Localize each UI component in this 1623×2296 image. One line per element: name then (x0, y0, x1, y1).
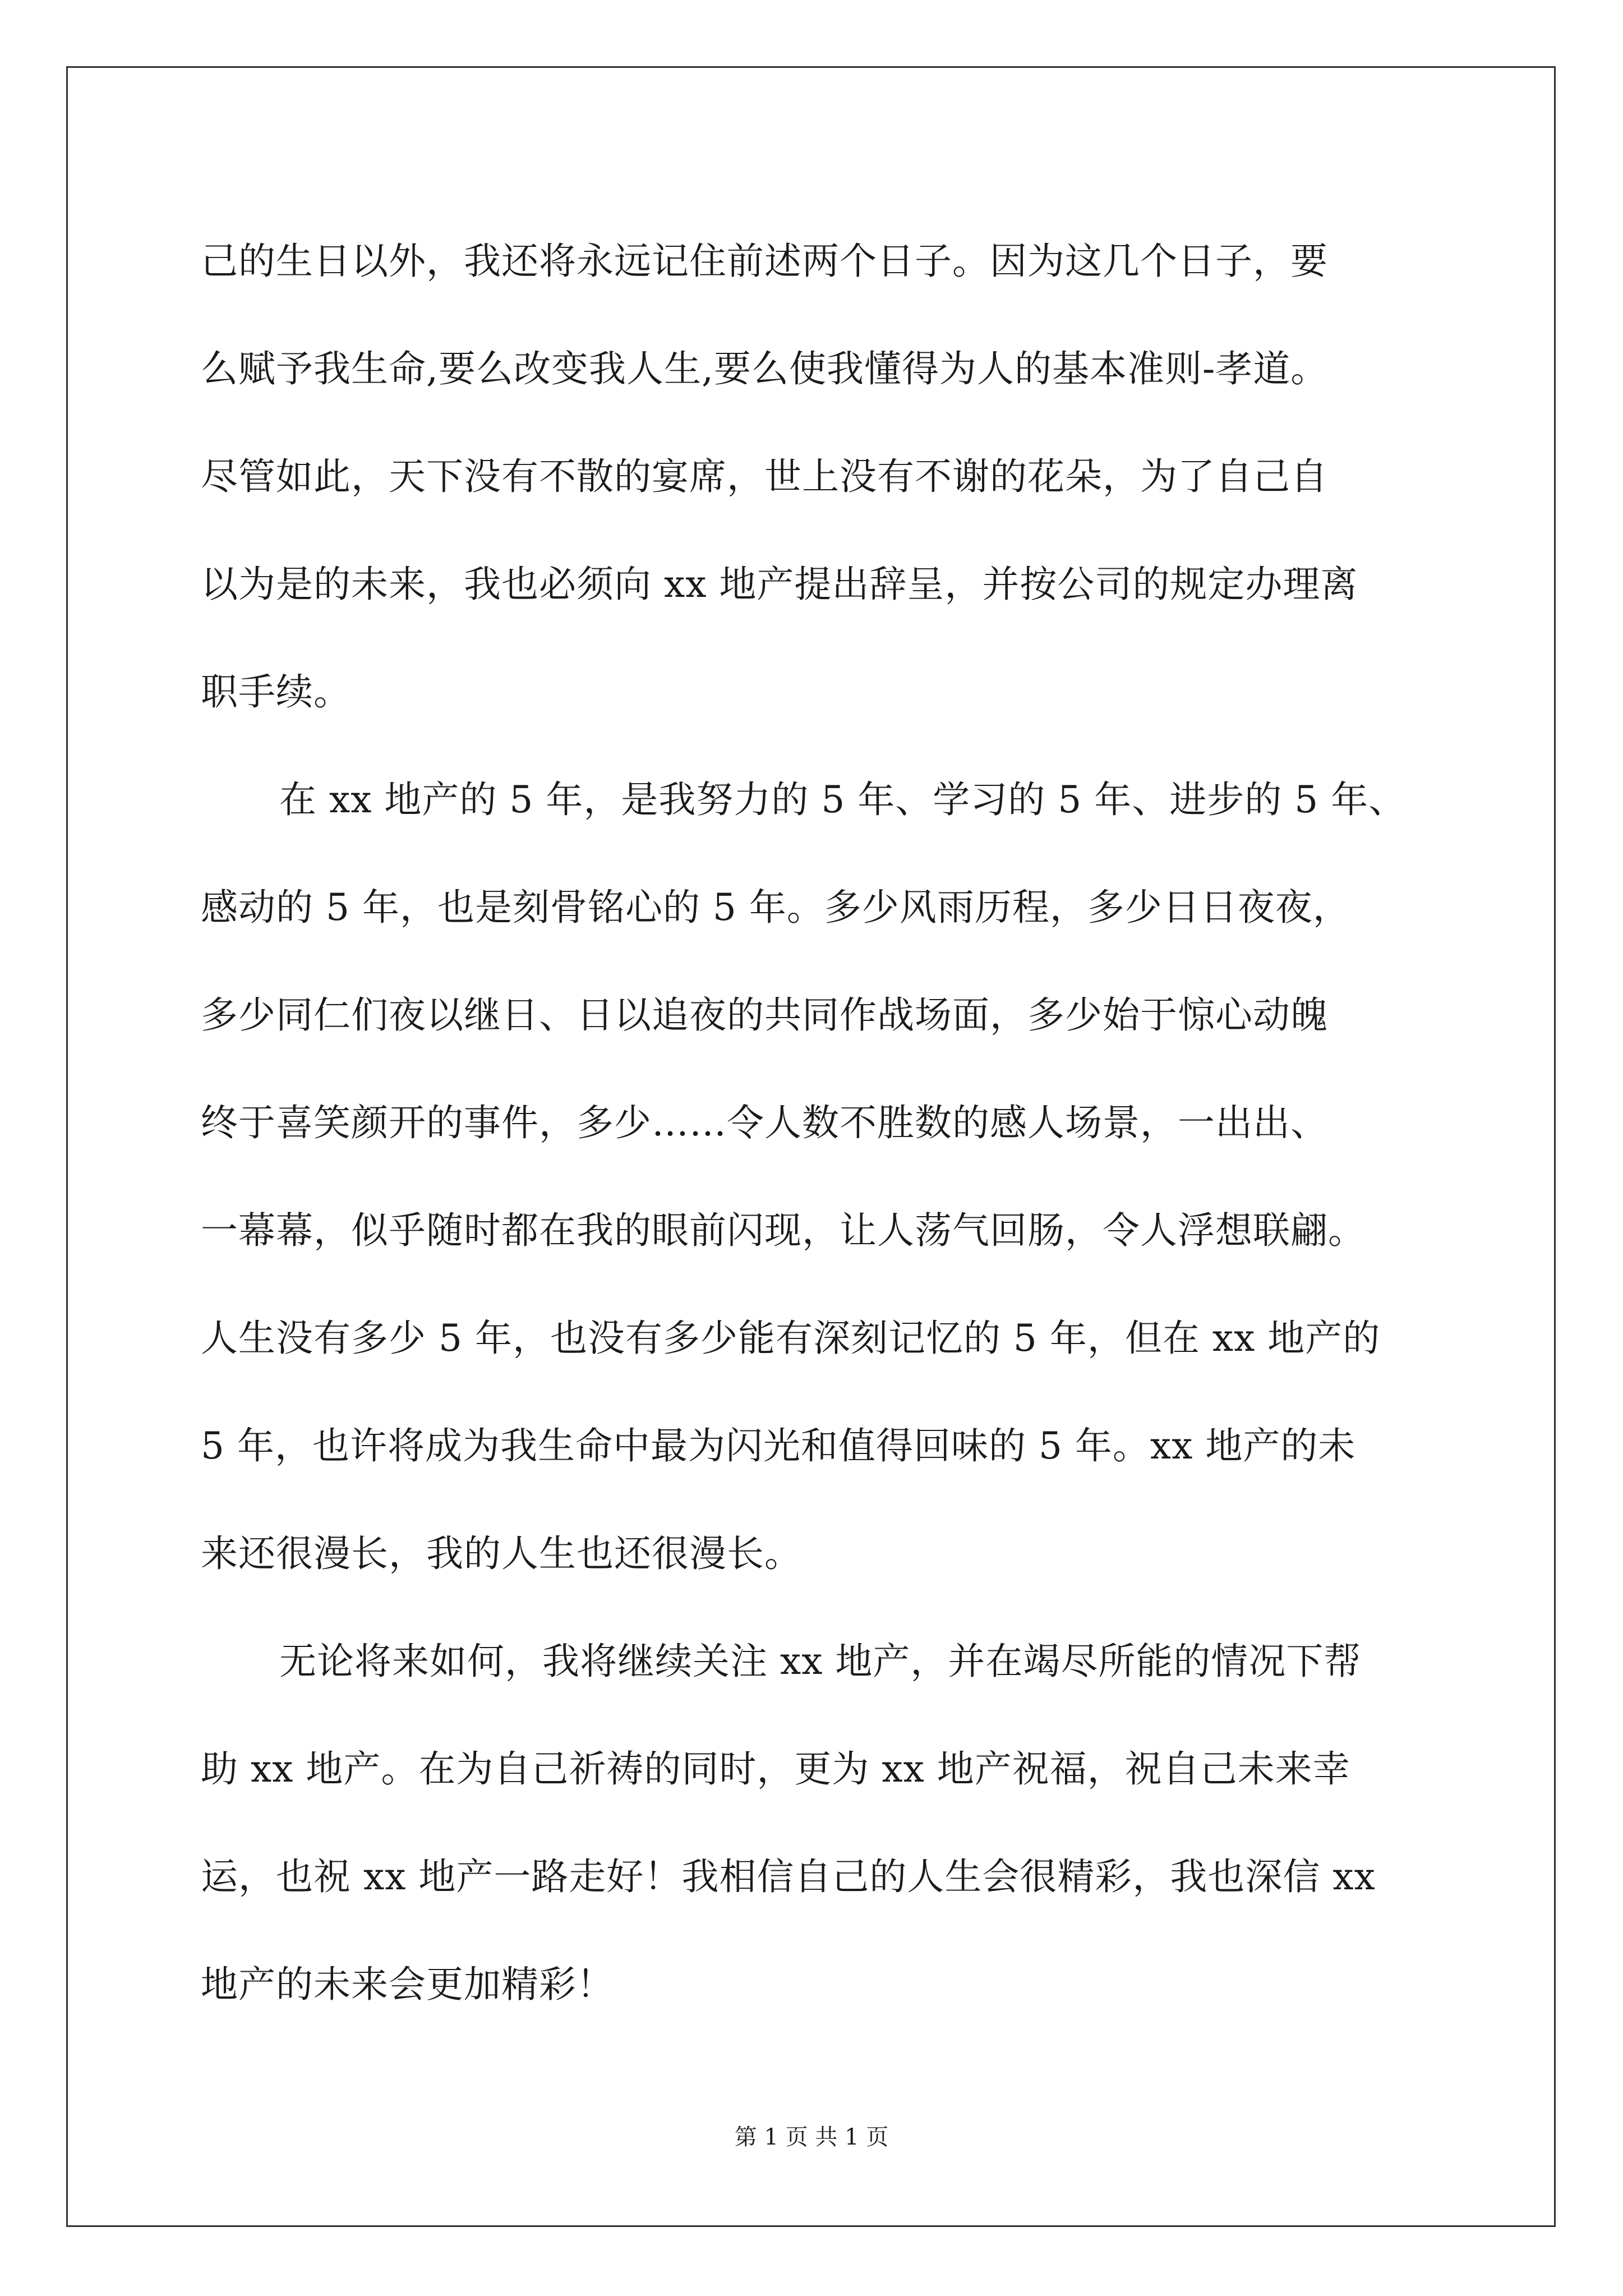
text-line: 己的生日以外，我还将永远记住前述两个日子。因为这几个日子，要 (201, 240, 1328, 283)
text-line: 人生没有多少 5 年，也没有多少能有深刻记忆的 5 年，但在 xx 地产的 (201, 1317, 1381, 1360)
text-line: 终于喜笑颜开的事件，多少……令人数不胜数的感人场景，一出出、 (201, 1101, 1328, 1144)
paragraph-first-line: 在 xx 地产的 5 年，是我努力的 5 年、学习的 5 年、进步的 5 年、 (279, 778, 1407, 821)
text-line: 么赋予我生命,要么改变我人生,要么使我懂得为人的基本准则-孝道。 (201, 347, 1329, 390)
page-number-footer: 第 1 页 共 1 页 (734, 2124, 889, 2150)
text-line: 一幕幕，似乎随时都在我的眼前闪现，让人荡气回肠，令人浮想联翩。 (201, 1209, 1366, 1252)
text-line: 感动的 5 年，也是刻骨铭心的 5 年。多少风雨历程，多少日日夜夜， (201, 886, 1350, 929)
document-body (201, 208, 1429, 2039)
text-line: 助 xx 地产。在为自己祈祷的同时，更为 xx 地产祝福，祝自己未来幸 (201, 1747, 1350, 1791)
paragraph-first-line: 无论将来如何，我将继续关注 xx 地产，并在竭尽所能的情况下帮 (279, 1640, 1362, 1683)
text-line: 来还很漫长，我的人生也还很漫长。 (201, 1532, 802, 1575)
text-line: 多少同仁们夜以继日、日以追夜的共同作战场面，多少始于惊心动魄 (201, 993, 1328, 1037)
text-line: 职手续。 (201, 670, 351, 714)
text-line: 尽管如此，天下没有不散的宴席，世上没有不谢的花朵，为了自己自 (201, 455, 1328, 498)
text-line: 5 年，也许将成为我生命中最为闪光和值得回味的 5 年。xx 地产的未 (201, 1424, 1356, 1467)
text-line: 地产的未来会更加精彩！ (201, 1963, 614, 2006)
text-line: 以为是的未来，我也必须向 xx 地产提出辞呈，并按公司的规定办理离 (201, 563, 1358, 606)
text-line: 运，也祝 xx 地产一路走好！我相信自己的人生会很精彩，我也深信 xx (201, 1855, 1376, 1898)
